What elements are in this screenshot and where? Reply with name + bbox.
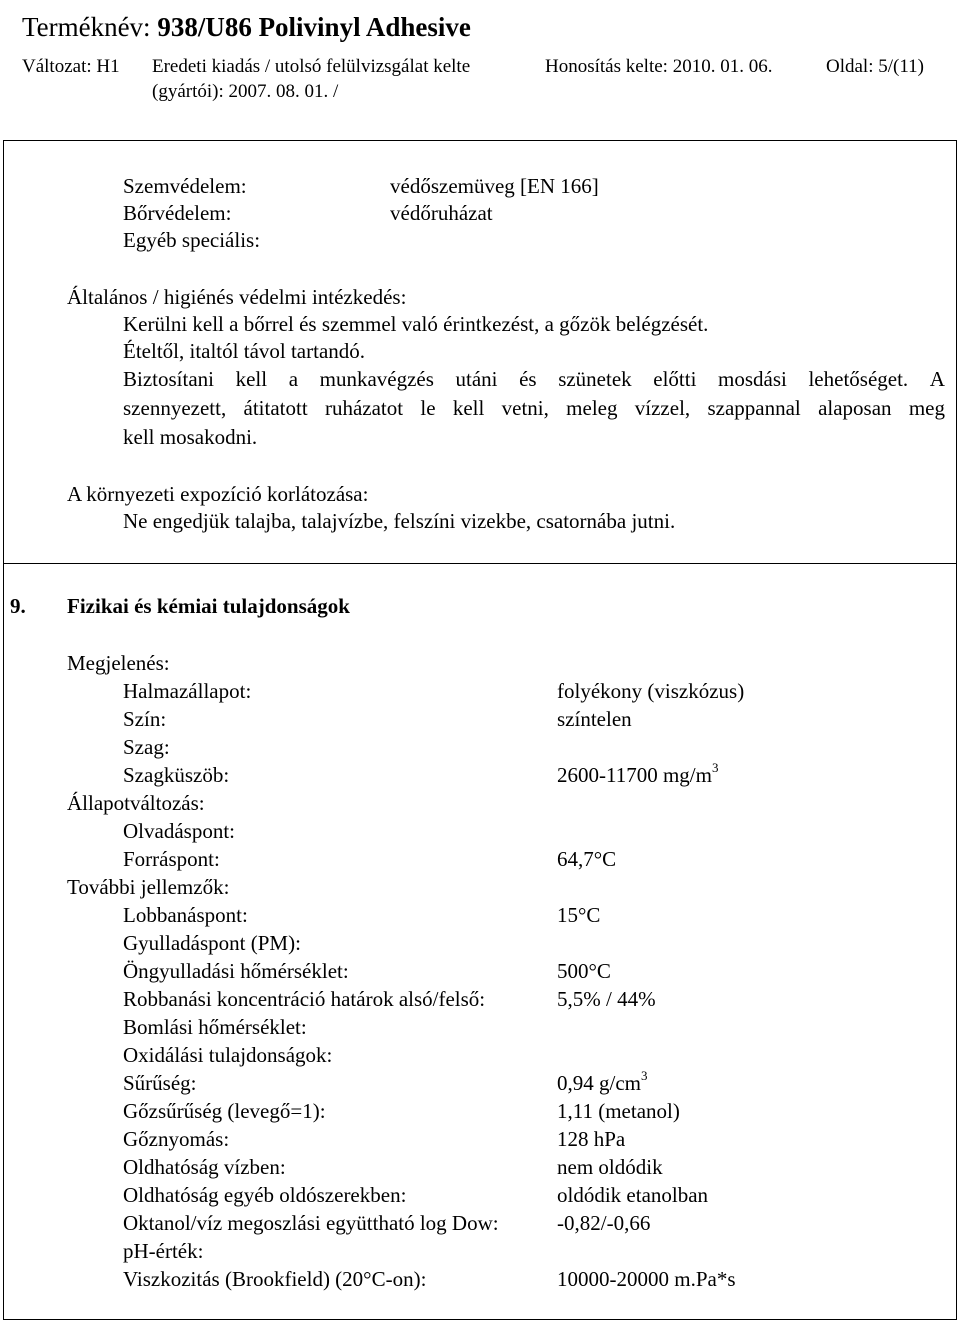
property-value: színtelen — [557, 707, 632, 731]
word: alaposan — [818, 396, 892, 420]
property-label: Viszkozitás (Brookfield) (20°C-on): — [123, 1267, 427, 1291]
property-value: nem oldódik — [557, 1155, 663, 1179]
skin-protection-label: Bőrvédelem: — [123, 201, 232, 225]
property-label: Oxidálási tulajdonságok: — [123, 1043, 333, 1067]
word: lehetőséget. — [808, 367, 909, 391]
word: átitatott — [243, 396, 308, 420]
word: Biztosítani — [123, 367, 214, 391]
word: le — [420, 396, 436, 420]
word: szappannal — [707, 396, 801, 420]
version: Változat: H1 — [22, 56, 120, 77]
word: meleg — [566, 396, 618, 420]
property-label: További jellemzők: — [67, 875, 230, 899]
property-value: 10000-20000 m.Pa*s — [557, 1267, 736, 1291]
word: vetni, — [501, 396, 549, 420]
localization-date: Honosítás kelte: 2010. 01. 06. — [545, 56, 773, 77]
property-value: 0,94 $g/cm^3$ — [557, 1068, 648, 1095]
word: mosdási — [718, 367, 787, 391]
eye-protection-label: Szemvédelem: — [123, 174, 247, 198]
hygiene-line-1: Kerülni kell a bőrrel és szemmel való érintkezést, a gőzök belégzését. — [123, 312, 709, 336]
title-prefix: Terméknév: — [22, 12, 158, 42]
property-label: Halmazállapot: — [123, 679, 252, 703]
hygiene-line-2: Ételtől, italtól távol tartandó. — [123, 339, 366, 363]
property-label: Oktanol/víz megoszlási együttható log Dow: — [123, 1211, 499, 1235]
word: A — [929, 367, 945, 391]
document-title — [22, 14, 471, 41]
property-label: Öngyulladási hőmérséklet: — [123, 959, 349, 983]
word: munkavégzés — [319, 367, 434, 391]
property-value: 15°C — [557, 903, 601, 927]
word: a — [288, 367, 299, 391]
property-value: 64,7°C — [557, 847, 617, 871]
hygiene-line-3 — [123, 369, 945, 390]
property-label: Oldhatóság egyéb oldószerekben: — [123, 1183, 407, 1207]
property-value: 128 hPa — [557, 1127, 626, 1151]
word: kell — [452, 396, 485, 420]
word: ruházatot — [324, 396, 404, 420]
property-label: Szag: — [123, 735, 170, 759]
property-value: oldódik etanolban — [557, 1183, 709, 1207]
word: utáni — [455, 367, 498, 391]
property-label: Sűrűség: — [123, 1071, 197, 1095]
property-value: 1,11 (metanol) — [557, 1099, 680, 1123]
superscript: 3 — [711, 760, 719, 775]
environment-heading: A környezeti expozíció korlátozása: — [67, 482, 369, 506]
property-label: Megjelenés: — [67, 651, 170, 675]
skin-protection-value: védőruházat — [390, 201, 493, 225]
word: szennyezett, — [123, 396, 227, 420]
property-label: Szagküszöb: — [123, 763, 230, 787]
property-label: Lobbanáspont: — [123, 903, 248, 927]
property-label: Robbanási koncentráció határok alsó/felső: — [123, 987, 486, 1011]
property-label: Állapotváltozás: — [67, 791, 205, 815]
property-value: 500°C — [557, 959, 611, 983]
property-value: folyékony (viszkózus) — [557, 679, 745, 703]
property-label: Szín: — [123, 707, 167, 731]
section-number: 9. — [10, 594, 26, 618]
section-title: Fizikai és kémiai tulajdonságok — [67, 594, 350, 618]
property-label: pH-érték: — [123, 1239, 204, 1263]
other-protection-label: Egyéb speciális: — [123, 228, 261, 252]
word: vízzel, — [634, 396, 691, 420]
hygiene-heading: Általános / higiénés védelmi intézkedés: — [67, 285, 407, 309]
environment-text: Ne engedjük talajba, talajvízbe, felszíni vizekbe, csatornába jutni. — [123, 509, 676, 533]
property-label: Oldhatóság vízben: — [123, 1155, 286, 1179]
word: meg — [908, 396, 945, 420]
product-name: 938/U86 Polivinyl Adhesive — [157, 12, 471, 42]
word: és — [519, 367, 537, 391]
property-value: 2600-11700 $mg/m^3$ — [557, 760, 719, 787]
property-value: -0,82/-0,66 — [557, 1211, 651, 1235]
property-value: 5,5% / 44% — [557, 987, 656, 1011]
property-label: Gőzsűrűség (levegő=1): — [123, 1099, 326, 1123]
issue-date-value: (gyártói): 2007. 08. 01. / — [152, 81, 339, 102]
property-label: Gőznyomás: — [123, 1127, 230, 1151]
property-label: Gyulladáspont (PM): — [123, 931, 301, 955]
word: előtti — [653, 367, 697, 391]
issue-date-label: Eredeti kiadás / utolsó felülvizsgálat kelte — [152, 56, 471, 77]
eye-protection-value: védőszemüveg [EN 166] — [390, 174, 599, 198]
page-number: Oldal: 5/(11) — [826, 56, 924, 77]
property-label: Forráspont: — [123, 847, 220, 871]
property-label: Bomlási hőmérséklet: — [123, 1015, 307, 1039]
word: szünetek — [558, 367, 632, 391]
hygiene-line-4 — [123, 398, 945, 419]
word: kell — [235, 367, 268, 391]
superscript: 3 — [641, 1068, 648, 1083]
section-divider — [3, 563, 957, 564]
property-label: Olvadáspont: — [123, 819, 235, 843]
hygiene-line-5: kell mosakodni. — [123, 425, 258, 449]
